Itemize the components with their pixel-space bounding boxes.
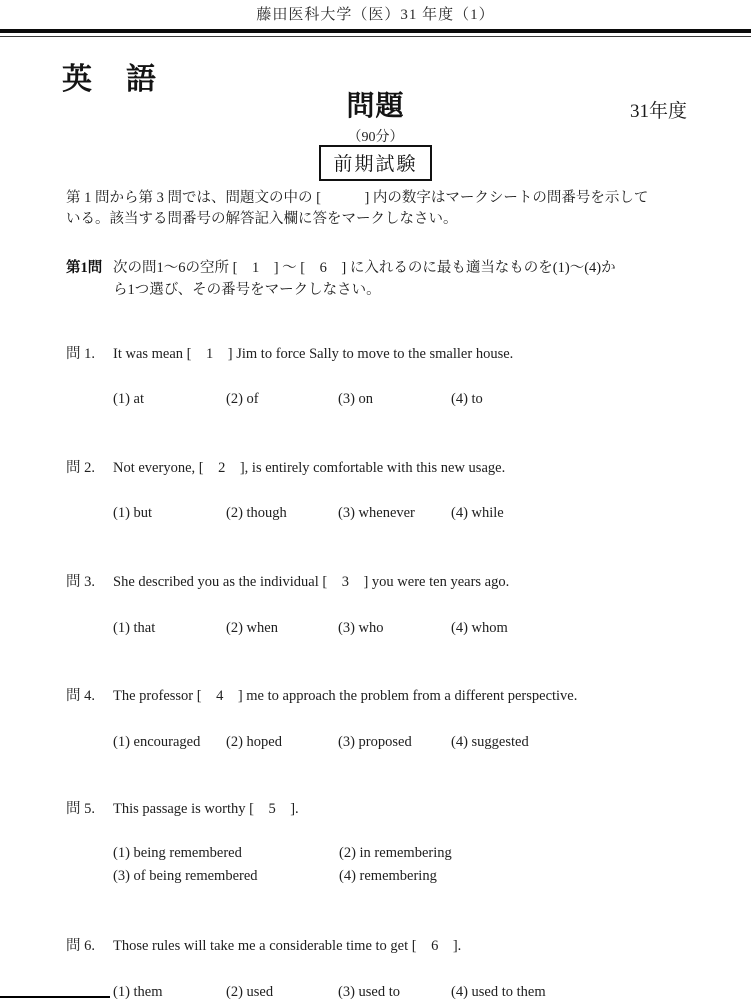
question-5-label: 問 5. [66,801,95,817]
question-1-label: 問 1. [66,346,95,362]
question-2-label: 問 2. [66,460,95,476]
question-1-options [113,389,483,409]
question-4-text: The professor [ 4 ] me to approach the problem from a different perspective. [113,688,578,704]
duration-label: （90分） [347,130,404,145]
question-2 [66,458,731,478]
question-5-option-1: (1) being remembered [113,845,242,861]
question-4-option-3: (3) proposed [338,734,412,750]
question-3 [66,572,731,592]
question-2-text: Not everyone, [ 2 ], is entirely comfortable with this new usage. [113,460,506,476]
question-4-options [113,732,529,752]
question-5-text: This passage is worthy [ 5 ]. [113,801,299,817]
question-2-option-3: (3) whenever [338,505,415,521]
question-4-label: 問 4. [66,688,95,704]
header-rule-thick [0,29,751,33]
section-1-heading [66,257,616,301]
question-4-option-1: (1) encouraged [113,734,201,750]
question-5-options [113,842,452,888]
header-rule-thin [0,36,751,37]
question-1-option-2: (2) of [226,391,259,407]
page-title: 問題 [346,91,405,122]
question-3-text: She described you as the individual [ 3 ] you were ten years ago. [113,574,510,590]
section-1-description-line-1: 次の問1～6の空所 [ 1 ] ～ [ 6 ] に入れるのに最も適当なものを(1)～(4)か [113,260,616,276]
question-3-option-4: (4) whom [451,620,508,636]
question-6-label: 問 6. [66,938,95,954]
question-5-option-4: (4) remembering [339,868,437,884]
question-3-option-1: (1) that [113,620,156,636]
question-4-option-2: (2) hoped [226,734,282,750]
question-1 [66,344,731,364]
question-2-options [113,503,504,523]
question-6-text: Those rules will take me a considerable time to get [ 6 ]. [113,938,462,954]
exam-type-badge: 前期試験 [319,145,431,181]
question-3-option-2: (2) when [226,620,278,636]
question-4-option-4: (4) suggested [451,734,529,750]
question-2-option-1: (1) but [113,505,153,521]
question-1-text: It was mean [ 1 ] Jim to force Sally to move to the smaller house. [113,346,514,362]
question-1-option-1: (1) at [113,391,144,407]
instructions-line-1: 第 1 問から第 3 問では、問題文の中の [ ] 内の数字はマークシートの問番号を示して [66,190,649,206]
question-6 [66,936,731,956]
question-6-option-3: (3) used to [338,984,401,1000]
exam-type-wrap [0,145,751,181]
question-2-option-2: (2) though [226,505,287,521]
section-1-description-line-2: ら1つ選び、その番号をマークしなさい。 [113,282,381,298]
section-1-label: 第1問 [66,260,103,276]
question-5 [66,799,731,819]
question-3-options [113,618,508,638]
question-1-option-4: (4) to [451,391,483,407]
document-header: 藤田医科大学（医）31 年度（1） [256,7,495,23]
year-label: 31年度 [630,101,688,122]
question-2-option-4: (4) while [451,505,504,521]
question-3-option-3: (3) who [338,620,384,636]
question-6-option-1: (1) them [113,984,163,1000]
question-5-option-3: (3) of being remembered [113,868,258,884]
question-1-option-3: (3) on [338,391,374,407]
question-5-option-2: (2) in remembering [339,845,452,861]
question-4 [66,686,731,706]
page-bottom-edge-line [0,996,110,998]
instructions-line-2: いる。該当する問番号の解答記入欄に答をマークしなさい。 [66,211,458,227]
question-6-option-2: (2) used [226,984,274,1000]
subject-title: 英 語 [62,63,158,96]
general-instructions [66,188,648,230]
question-3-label: 問 3. [66,574,95,590]
question-6-option-4: (4) used to them [451,984,546,1000]
question-6-options [113,982,546,1000]
